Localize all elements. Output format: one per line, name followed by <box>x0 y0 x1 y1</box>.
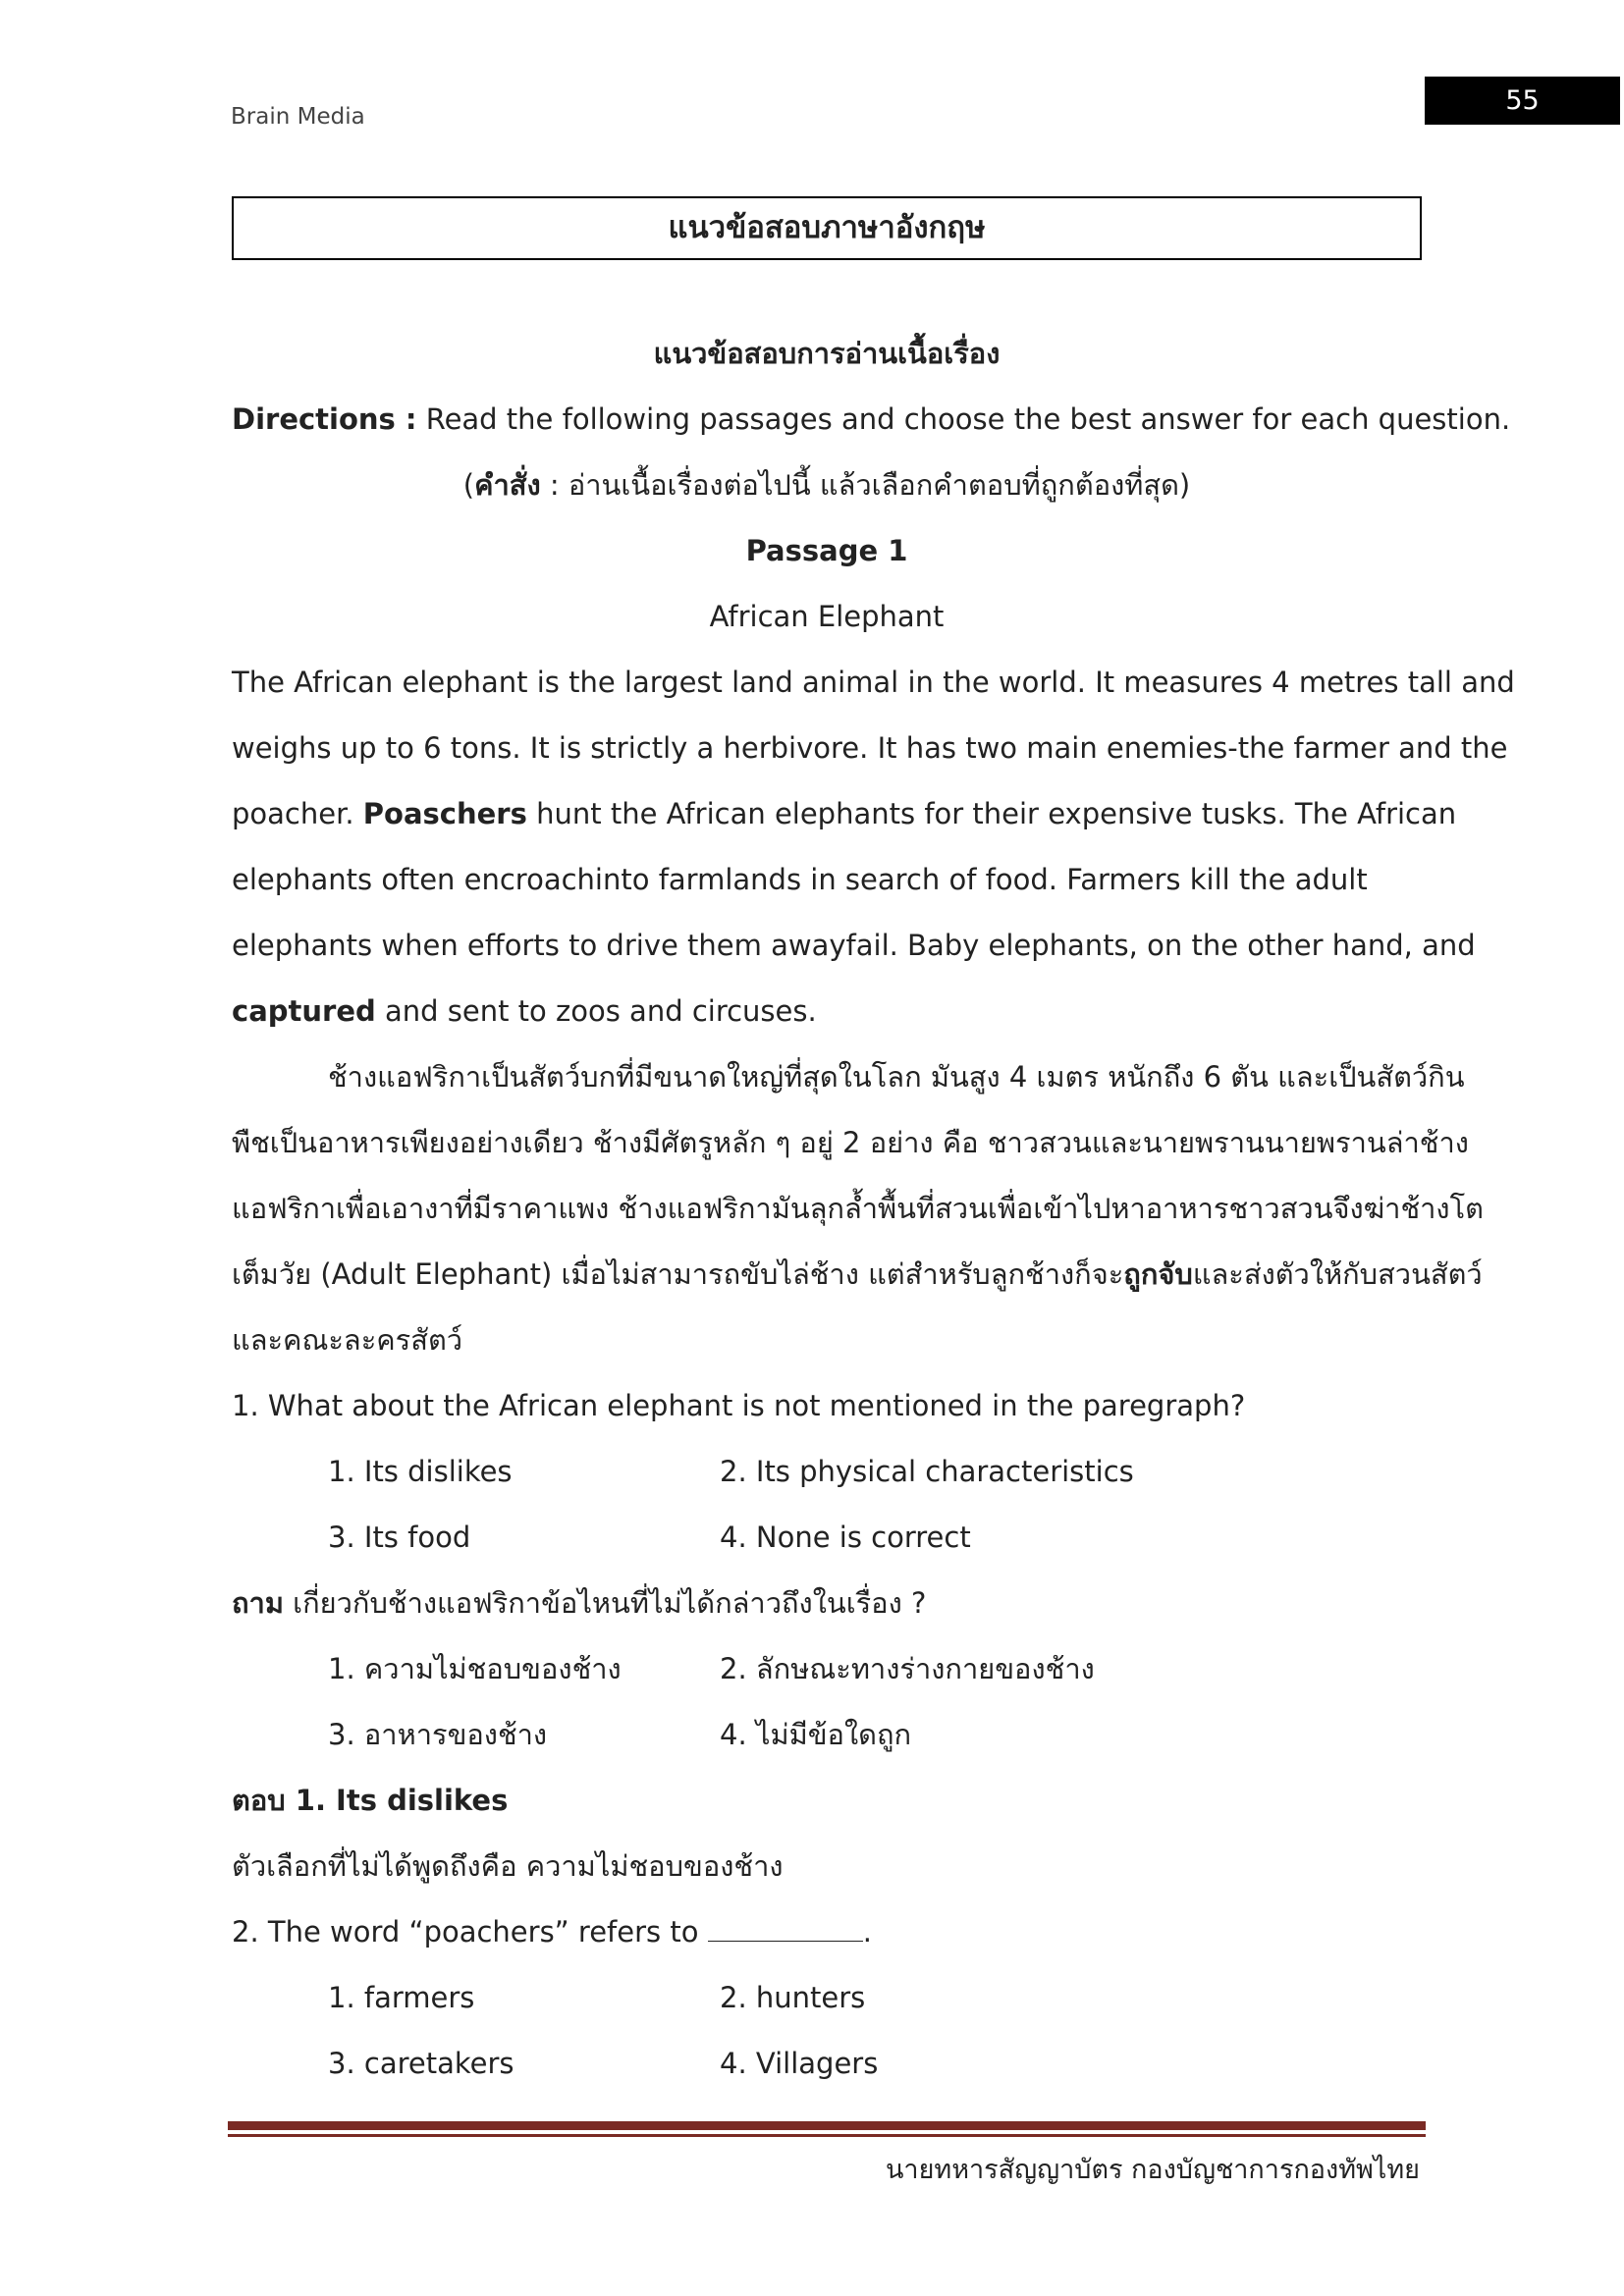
brand-label: Brain Media <box>231 104 365 130</box>
instruction-th <box>232 465 1422 505</box>
directions-text: Read the following passages and choose the best answer for each question. <box>416 402 1511 436</box>
passage-en-line: elephants when efforts to drive them awayfail. Baby elephants, on the other hand, and <box>232 929 1476 962</box>
question-th-label: ถาม <box>232 1586 284 1620</box>
q1-th-option-3: 3. อาหารของช้าง <box>328 1718 548 1751</box>
passage-en-line <box>232 991 817 1031</box>
passage-th-line <box>232 1255 1483 1294</box>
footer-rule-thick <box>228 2121 1426 2130</box>
q1-th-option-4: 4. ไม่มีข้อใดถูก <box>720 1718 912 1751</box>
instruction-label: คำสั่ง <box>474 468 541 502</box>
passage-th-line: ช้างแอฟริกาเป็นสัตว์บกที่มีขนาดใหญ่ที่สุดในโลก มันสูง 4 เมตร หนักถึง 6 ตัน และเป็นสัตว์กิน <box>328 1060 1465 1094</box>
q2-option-4: 4. Villagers <box>720 2047 879 2080</box>
explanation-1: ตัวเลือกที่ไม่ได้พูดถึงคือ ความไม่ชอบของช้าง <box>232 1849 784 1883</box>
question-text: . <box>862 1915 872 1949</box>
text-span: poacher. <box>232 797 363 830</box>
passage-en-line <box>232 794 1456 833</box>
footer-text: นายทหารสัญญาบัตร กองบัญชาการกองทัพไทย <box>885 2155 1420 2185</box>
section-title: แนวข้อสอบการอ่านเนื้อเรื่อง <box>653 337 1001 370</box>
q2-option-2: 2. hunters <box>720 1981 866 2014</box>
q1-option-4: 4. None is correct <box>720 1521 971 1554</box>
directions <box>232 400 1510 439</box>
text-span: and sent to zoos and circuses. <box>375 994 817 1028</box>
q1-th-option-1: 1. ความไม่ชอบของช้าง <box>328 1652 622 1685</box>
question-1-th <box>232 1583 926 1623</box>
answer-1 <box>232 1781 508 1820</box>
instruction-open: ( <box>462 468 475 502</box>
text-span: เต็มวัย (Adult Elephant) เมื่อไม่สามารถขับไล่ช้าง แต่สำหรับลูกช้างก็จะ <box>232 1257 1124 1291</box>
bold-word: captured <box>232 994 376 1028</box>
question-1: 1. What about the African elephant is not mentioned in the paregraph? <box>232 1389 1246 1422</box>
page-number: 55 <box>1425 77 1620 125</box>
passage-en-line: weighs up to 6 tons. It is strictly a herbivore. It has two main enemies-the farmer and the <box>232 731 1508 765</box>
q1-option-1: 1. Its dislikes <box>328 1455 513 1488</box>
passage-title: African Elephant <box>709 600 945 633</box>
passage-en-line: elephants often encroachinto farmlands in search of food. Farmers kill the adult <box>232 863 1368 896</box>
passage-th-line: แอฟริกาเพื่อเอางาที่มีราคาแพง ช้างแอฟริกามันลุกล้ำพื้นที่สวนเพื่อเข้าไปหาอาหารชาวสวนจึงฆ่าช้างโต <box>232 1192 1484 1225</box>
question-text: 2. The word “poachers” refers to <box>232 1915 708 1949</box>
question-th-text: เกี่ยวกับช้างแอฟริกาข้อไหนที่ไม่ได้กล่าวถึงในเรื่อง ? <box>283 1586 927 1620</box>
instruction-text: : อ่านเนื้อเรื่องต่อไปนี้ แล้วเลือกคำตอบที่ถูกต้องที่สุด) <box>540 468 1191 502</box>
q2-option-1: 1. farmers <box>328 1981 475 2014</box>
text-span: hunt the African elephants for their expensive tusks. The African <box>526 797 1457 830</box>
footer-rule-thin <box>228 2134 1426 2137</box>
page-title: แนวข้อสอบภาษาอังกฤษ <box>232 196 1422 260</box>
question-2 <box>232 1912 872 1951</box>
bold-word: ถูกจับ <box>1123 1257 1193 1291</box>
passage-th-line: พืชเป็นอาหารเพียงอย่างเดียว ช้างมีศัตรูหลัก ๆ อยู่ 2 อย่าง คือ ชาวสวนและนายพรานนายพรานล่าช้าง <box>232 1126 1469 1159</box>
passage-th-line: และคณะละครสัตว์ <box>232 1323 463 1357</box>
q2-option-3: 3. caretakers <box>328 2047 514 2080</box>
bold-word: Poaschers <box>362 797 527 830</box>
answer-text: 1. Its dislikes <box>285 1784 509 1817</box>
answer-label: ตอบ <box>232 1784 286 1817</box>
q1-th-option-2: 2. ลักษณะทางร่างกายของช้าง <box>720 1652 1095 1685</box>
q1-option-2: 2. Its physical characteristics <box>720 1455 1134 1488</box>
answer-blank <box>708 1917 863 1942</box>
text-span: และส่งตัวให้กับสวนสัตว์ <box>1192 1257 1483 1291</box>
passage-number: Passage 1 <box>745 534 908 567</box>
q1-option-3: 3. Its food <box>328 1521 471 1554</box>
passage-en-line: The African elephant is the largest land animal in the world. It measures 4 metres tall and <box>232 666 1515 699</box>
directions-label: Directions : <box>232 402 417 436</box>
